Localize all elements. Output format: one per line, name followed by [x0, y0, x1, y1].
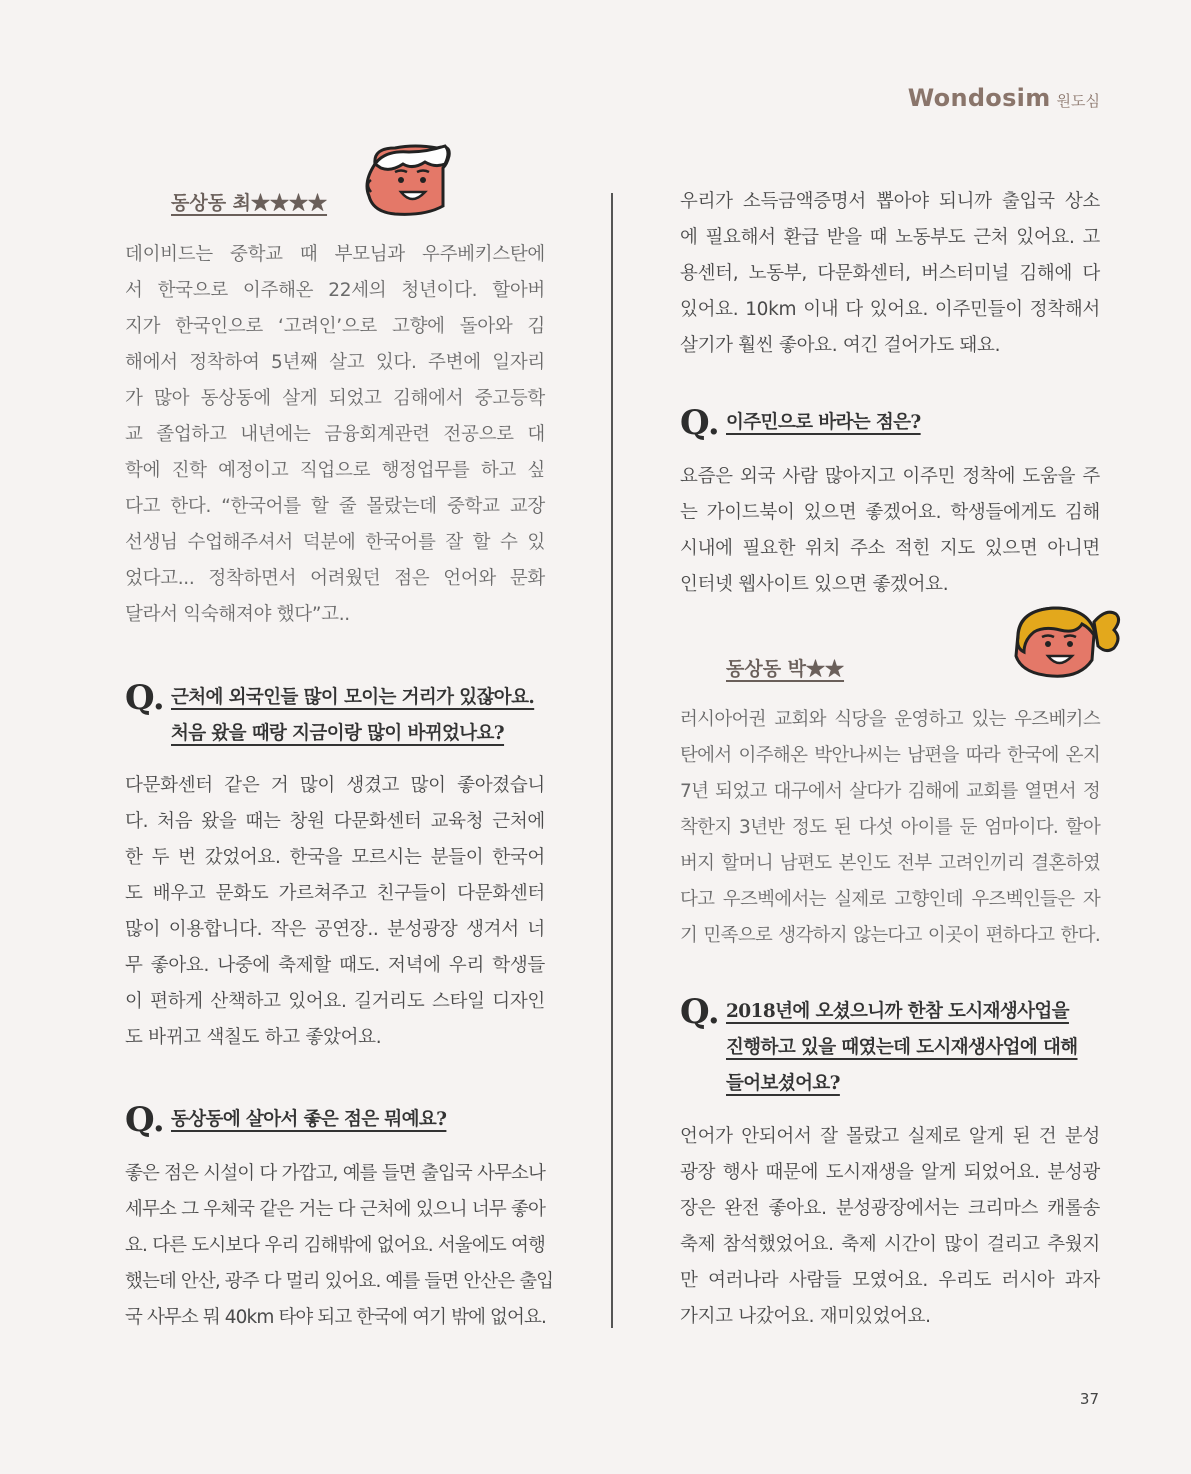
text-line: 장은 완전 좋아요. 분성광장에서는 크리마스 캐롤송	[680, 1198, 1100, 1219]
question-4	[726, 994, 1106, 1102]
answer-1	[125, 768, 545, 1056]
text-line: 축제 참석했었어요. 축제 시간이 많이 걸리고 추웠지	[680, 1234, 1100, 1255]
female-avatar-icon	[1010, 604, 1126, 680]
text-line: 데이비드는 중학교 때 부모님과 우주베키스탄에	[125, 244, 545, 265]
question-3	[726, 405, 1106, 441]
text-line: 가지고 나갔어요. 재미있었어요.	[680, 1306, 931, 1327]
text-line: 도 배우고 문화도 가르쳐주고 친구들이 다문화센터	[125, 883, 545, 904]
question-line: 동상동에 살아서 좋은 점은 뭐예요?	[171, 1109, 447, 1130]
text-line: 요즘은 외국 사람 많아지고 이주민 정착에 도움을 주	[680, 466, 1100, 487]
text-line: 국 사무소 뭐 40km 타야 되고 한국에 여기 밖에 없어요.	[125, 1307, 546, 1328]
question-1	[171, 680, 551, 752]
text-line: 기 민족으로 생각하지 않는다고 이곳이 편하다고 한다.	[680, 925, 1100, 946]
text-line: 용센터, 노동부, 다문화센터, 버스터미널 김해에 다	[680, 263, 1100, 284]
question-line: 진행하고 있을 때였는데 도시재생사업에 대해	[726, 1037, 1078, 1058]
question-mark-label: Q.	[680, 403, 720, 443]
text-line: 지가 한국인으로 ‘고려인’으로 고향에 돌아와 김	[125, 316, 545, 337]
text-line: 시내에 필요한 위치 주소 적힌 지도 있으면 아니면	[680, 538, 1100, 559]
page-number: 37	[1079, 1390, 1099, 1408]
brand-header	[908, 84, 1100, 112]
question-mark-label: Q.	[125, 678, 165, 718]
text-line: 다고 우즈벡에서는 실제로 고향인데 우즈벡인들은 자	[680, 889, 1100, 910]
text-line: 학에 진학 예정이고 직업으로 행정업무를 하고 싶	[125, 460, 545, 481]
text-line: 도 바뀌고 색칠도 하고 좋았어요.	[125, 1027, 382, 1048]
text-line: 무 좋아요. 나중에 축제할 때도. 저녁에 우리 학생들	[125, 955, 545, 976]
question-mark-label: Q.	[125, 1100, 165, 1140]
text-line: 많이 이용합니다. 작은 공연장.. 분성광장 생겨서 너	[125, 919, 545, 940]
intro-paragraph-1	[125, 237, 545, 633]
text-line: 좋은 점은 시설이 다 가깝고, 예를 들면 출입국 사무소나	[125, 1163, 545, 1184]
speaker-label: 동상동 박★★	[726, 658, 845, 680]
answer-3	[680, 459, 1100, 603]
text-line: 에 필요해서 환급 받을 때 노동부도 근처 있어요. 고	[680, 227, 1100, 248]
text-line: 있어요. 10km 이내 다 있어요. 이주민들이 정착해서	[680, 299, 1100, 320]
text-line: 다고 한다. “한국어를 할 줄 몰랐는데 중학교 교장	[125, 496, 545, 517]
text-line: 탄에서 이주해온 박안나씨는 남편을 따라 한국에 온지	[680, 745, 1100, 766]
text-line: 버지 할머니 남편도 본인도 전부 고려인끼리 결혼하였	[680, 853, 1100, 874]
text-line: 러시아어권 교회와 식당을 운영하고 있는 우즈베키스	[680, 709, 1100, 730]
text-line: 착한지 3년반 정도 된 다섯 아이를 둔 엄마이다. 할아	[680, 817, 1100, 838]
text-line: 다문화센터 같은 거 많이 생겼고 많이 좋아졌습니	[125, 775, 545, 796]
answer-2	[125, 1156, 554, 1336]
text-line: 언어가 안되어서 잘 몰랐고 실제로 알게 된 건 분성	[680, 1126, 1100, 1147]
text-line: 었다고... 정착하면서 어려웠던 점은 언어와 문화	[125, 568, 545, 589]
male-avatar-icon	[365, 142, 455, 218]
text-line: 요. 다른 도시보다 우리 김해밖에 없어요. 서울에도 여행	[125, 1235, 545, 1256]
text-line: 했는데 안산, 광주 다 멀리 있어요. 예를 들면 안산은 출입	[125, 1271, 554, 1292]
text-line: 살기가 훨씬 좋아요. 여긴 걸어가도 돼요.	[680, 335, 1001, 356]
text-line: 만 여러나라 사람들 모였어요. 우리도 러시아 과자	[680, 1270, 1100, 1291]
brand-name-en: Wondosim	[907, 84, 1051, 112]
text-line: 세무소 그 우체국 같은 거는 다 근처에 있으니 너무 좋아	[125, 1199, 545, 1220]
intro-paragraph-2	[680, 702, 1100, 954]
text-line: 는 가이드북이 있으면 좋겠어요. 학생들에게도 김해	[680, 502, 1100, 523]
text-line: 달라서 익숙해져야 했다”고..	[125, 604, 350, 625]
question-2	[171, 1102, 551, 1138]
text-line: 다. 처음 왔을 때는 창원 다문화센터 교육청 근처에	[125, 811, 545, 832]
text-line: 교 졸업하고 내년에는 금융회계관련 전공으로 대	[125, 424, 545, 445]
text-line: 우리가 소득금액증명서 뽑아야 되니까 출입국 상소	[680, 191, 1100, 212]
question-line: 들어보셨어요?	[726, 1073, 840, 1094]
question-mark-label: Q.	[680, 992, 720, 1032]
text-line: 해에서 정착하여 5년째 살고 있다. 주변에 일자리	[125, 352, 545, 373]
brand-name-ko: 원도심	[1056, 92, 1100, 110]
question-line: 2018년에 오셨으니까 한참 도시재생사업을	[726, 1001, 1069, 1022]
text-line: 7년 되었고 대구에서 살다가 김해에 교회를 열면서 정	[680, 781, 1100, 802]
text-line: 인터넷 웹사이트 있으면 좋겠어요.	[680, 574, 949, 595]
text-line: 가 많아 동상동에 살게 되었고 김해에서 중고등학	[125, 388, 545, 409]
text-line: 선생님 수업해주셔서 덕분에 한국어를 잘 할 수 있	[125, 532, 545, 553]
speaker-label: 동상동 최★★★★	[171, 192, 328, 214]
question-line: 이주민으로 바라는 점은?	[726, 412, 921, 433]
column-divider	[611, 193, 613, 1328]
text-line: 서 한국으로 이주해온 22세의 청년이다. 할아버	[125, 280, 545, 301]
text-line: 광장 행사 때문에 도시재생을 알게 되었어요. 분성광	[680, 1162, 1100, 1183]
question-line: 처음 왔을 때랑 지금이랑 많이 바뀌었나요?	[171, 723, 505, 744]
text-line: 이 편하게 산책하고 있어요. 길거리도 스타일 디자인	[125, 991, 545, 1012]
text-line: 한 두 번 갔었어요. 한국을 모르시는 분들이 한국어	[125, 847, 545, 868]
answer-2-continued	[680, 184, 1100, 364]
question-line: 근처에 외국인들 많이 모이는 거리가 있잖아요.	[171, 687, 535, 708]
answer-4	[680, 1119, 1100, 1335]
